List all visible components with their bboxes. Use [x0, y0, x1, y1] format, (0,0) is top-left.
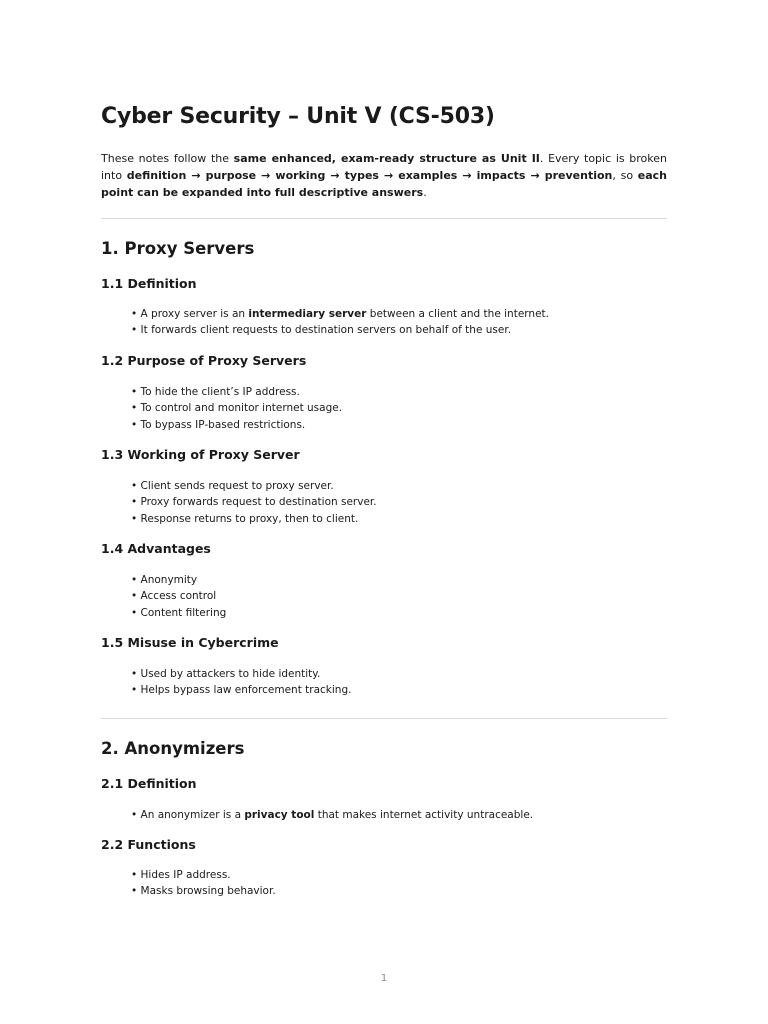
list-item: • Anonymity — [131, 574, 198, 586]
list-item: • Hides IP address. — [131, 869, 231, 881]
list-item: • Response returns to proxy, then to client. — [131, 512, 359, 525]
subheading-proxy-purpose: 1.2 Purpose of Proxy Servers — [101, 353, 307, 368]
list-item: • Used by attackers to hide identity. — [131, 668, 321, 680]
subheading-proxy-misuse: 1.5 Misuse in Cybercrime — [101, 635, 279, 650]
list-item: • To control and monitor internet usage. — [131, 402, 343, 415]
section-divider — [101, 718, 667, 719]
list-item: • Content filtering — [131, 606, 227, 619]
list-item: • Helps bypass law enforcement tracking. — [131, 684, 352, 697]
intro-paragraph — [101, 150, 667, 201]
proxy-purpose-list — [131, 384, 342, 433]
section-heading-anonymizers: 2. Anonymizers — [101, 739, 245, 758]
subheading-proxy-definition: 1.1 Definition — [101, 276, 197, 291]
document-page — [101, 0, 667, 1024]
list-item: • Masks browsing behavior. — [131, 885, 276, 898]
intro-bold: each point can be expanded into full descriptive answers — [101, 169, 667, 199]
proxy-misuse-list — [131, 666, 351, 699]
subheading-anonymizer-functions: 2.2 Functions — [101, 837, 196, 852]
proxy-working-list — [131, 478, 377, 527]
intro-text: . — [423, 186, 427, 199]
list-item: • It forwards client requests to destination servers on behalf of the user. — [131, 324, 512, 337]
subheading-proxy-advantages: 1.4 Advantages — [101, 541, 211, 556]
list-item: • Client sends request to proxy server. — [131, 480, 334, 492]
list-item: • A proxy server is an intermediary server between a client and the internet. — [131, 308, 549, 320]
page-number: 1 — [380, 973, 388, 984]
anonymizer-functions-list — [131, 867, 276, 900]
list-item: • An anonymizer is a privacy tool that makes internet activity untraceable. — [131, 809, 534, 821]
subheading-anonymizer-definition: 2.1 Definition — [101, 776, 197, 791]
document-title: Cyber Security – Unit V (CS-503) — [101, 104, 495, 129]
bold-term: intermediary server — [248, 308, 367, 320]
list-item: • Proxy forwards request to destination server. — [131, 496, 377, 509]
section-divider — [101, 218, 667, 219]
intro-bold: definition → purpose → working → types → examples → impacts → prevention — [126, 169, 613, 182]
section-heading-proxy-servers: 1. Proxy Servers — [101, 239, 255, 258]
intro-text: . Every topic is broken into — [101, 152, 667, 182]
list-item: • To bypass IP-based restrictions. — [131, 418, 306, 431]
bold-term: privacy tool — [244, 809, 315, 821]
subheading-proxy-working: 1.3 Working of Proxy Server — [101, 447, 300, 462]
proxy-advantages-list — [131, 572, 226, 621]
intro-bold: same enhanced, exam-ready structure as Unit II — [233, 152, 540, 165]
anonymizer-definition-list — [131, 807, 533, 823]
intro-text: , so — [612, 169, 638, 182]
proxy-definition-list — [131, 306, 549, 339]
list-item: • To hide the client’s IP address. — [131, 386, 300, 398]
list-item: • Access control — [131, 590, 217, 603]
intro-text: These notes follow the — [101, 152, 234, 165]
